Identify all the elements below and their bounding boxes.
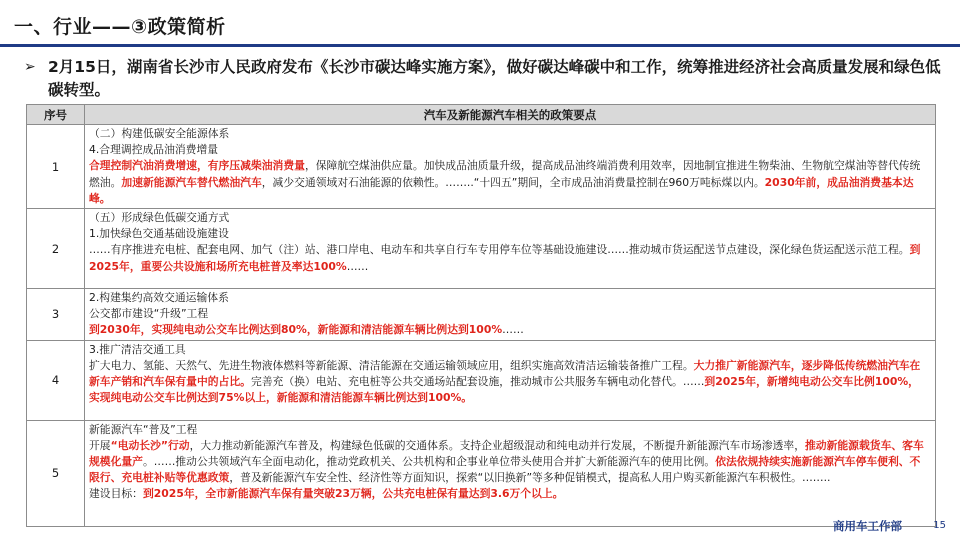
column-header-policy: 汽车及新能源汽车相关的政策要点 [85,105,936,125]
title-bar [0,0,960,44]
policy-line [89,158,929,207]
policy-text: 1.加快绿色交通基础设施建设 [89,227,229,241]
table-header-row [27,105,936,125]
policy-text: 3.推广清洁交通工具 [89,342,186,356]
policy-text: 。……推动公共领域汽车全面电动化，推动党政机关、公共机构和企事业单位带头使用合并扩大新能源汽车的使用比例。 [142,455,716,469]
policy-content [85,340,936,420]
policy-content [85,289,936,341]
policy-content [85,209,936,289]
arrow-bullet-icon: ➢ [24,59,36,75]
row-number: 1 [27,125,85,209]
policy-line [89,342,929,358]
policy-line [89,358,929,407]
highlight-text: 合理控制汽油消费增速，有序压减柴油消费量 [89,159,305,173]
policy-text: ，大力推动新能源汽车普及，构建绿色低碳的交通体系。支持企业超级混动和纯电动并行发展，不断提升新能源汽车市场渗透率， [189,438,805,452]
policy-text: ，保障航空煤油供应量。加快成品油质量升级，提高成品油终端消费利用效率，因地制宜推进生物柴油、生物航空煤油等替代传统燃油。 [89,159,921,189]
highlight-text: 推动新能源载货车、客车规模化量产 [89,438,924,469]
policy-line [89,126,929,142]
highlight-text: 2030年前，成品油消费基本达峰。 [89,175,914,205]
policy-text: （五）形成绿色低碳交通方式 [89,211,230,225]
highlight-text: 加速新能源汽车替代燃油汽车 [121,175,262,189]
page-title: 一、行业——③政策简析 [14,16,226,38]
policy-content [85,125,936,209]
policy-text: 公交都市建设“升级”工程 [89,307,209,321]
policy-text: ……有序推进充电桩、配套电网、加气（注）站、港口岸电、电动车和共享自行车专用停车位等基础设施建设……推动城市货运配送节点建设，深化绿色货运配送示范工程。 [89,243,910,257]
highlight-text: 大力推广新能源汽车，逐步降低传统燃油汽车在新车产销和汽车保有量中的占比。 [89,358,921,389]
department-label: 商用车工作部 [833,519,902,533]
table-row [27,125,936,209]
policy-text: ，普及新能源汽车安全性、经济性等方面知识，探索“以旧换新”等多种促销模式，提高私人用户购买新能源汽车积极性。…….. [229,471,831,485]
policy-text: 完善充（换）电站、充电桩等公共交通场站配套设施，推动城市公共服务车辆电动化替代。…… [250,375,705,389]
policy-line [89,142,929,158]
policy-text: 扩大电力、氢能、天然气、先进生物液体燃料等新能源、清洁能源在交通运输领域应用，组织实施高效清洁运输装备推广工程。 [89,358,694,372]
title-divider [0,44,960,47]
policy-content [85,420,936,526]
policy-line [89,226,929,242]
policy-text: 开展 [89,438,111,452]
highlight-text: 到2025年，新增纯电动公交车比例100%，实现纯电动公交车比例达到75%以上，新能源和清洁能源车辆比例达到100%。 [89,375,919,405]
table-row [27,209,936,289]
highlight-text: 到2025年，重要公共设施和场所充电桩普及率达100% [89,243,921,273]
highlight-text: 到2025年，全市新能源汽车保有量突破23万辆，公共充电桩保有量达到3.6万个以上。 [142,487,564,501]
column-header-number: 序号 [27,105,85,125]
policy-table [26,104,936,527]
policy-text: 2.构建集约高效交通运输体系 [89,291,229,305]
policy-text: ，减少交通领域对石油能源的依赖性。……..“十四五”期间，全市成品油消费量控制在960万吨标煤以内。 [261,175,765,189]
table-row [27,340,936,420]
highlight-text: “电动长沙”行动 [110,438,190,452]
highlight-text: 依法依规持续实施新能源汽车停车便利、不限行、充电桩补贴等优惠政策 [89,455,921,485]
policy-line [89,438,929,487]
policy-text: …… [502,323,524,337]
table-row [27,289,936,341]
policy-line [89,290,929,306]
row-number: 3 [27,289,85,341]
row-number: 5 [27,420,85,526]
policy-line [89,210,929,226]
table-row [27,420,936,526]
policy-line [89,322,929,338]
policy-text: （二）构建低碳安全能源体系 [89,127,230,140]
policy-line [89,422,929,438]
policy-text: 4.合理调控成品油消费增量 [89,143,219,157]
highlight-text: 到2030年，实现纯电动公交车比例达到80%，新能源和清洁能源车辆比例达到100% [89,323,503,337]
row-number: 2 [27,209,85,289]
policy-text: 建设目标： [89,487,143,501]
page-number: 15 [933,520,946,531]
policy-line [89,486,929,502]
policy-line [89,306,929,322]
policy-line [89,242,929,274]
intro-bullet [26,56,946,102]
policy-text: 新能源汽车“普及”工程 [89,422,198,436]
policy-text: …… [346,259,369,273]
row-number: 4 [27,340,85,420]
policy-table-body [27,125,936,527]
intro-text: 2月15日，湖南省长沙市人民政府发布《长沙市碳达峰实施方案》，做好碳达峰碳中和工作，统筹推进经济社会高质量发展和绿色低碳转型。 [48,58,941,99]
